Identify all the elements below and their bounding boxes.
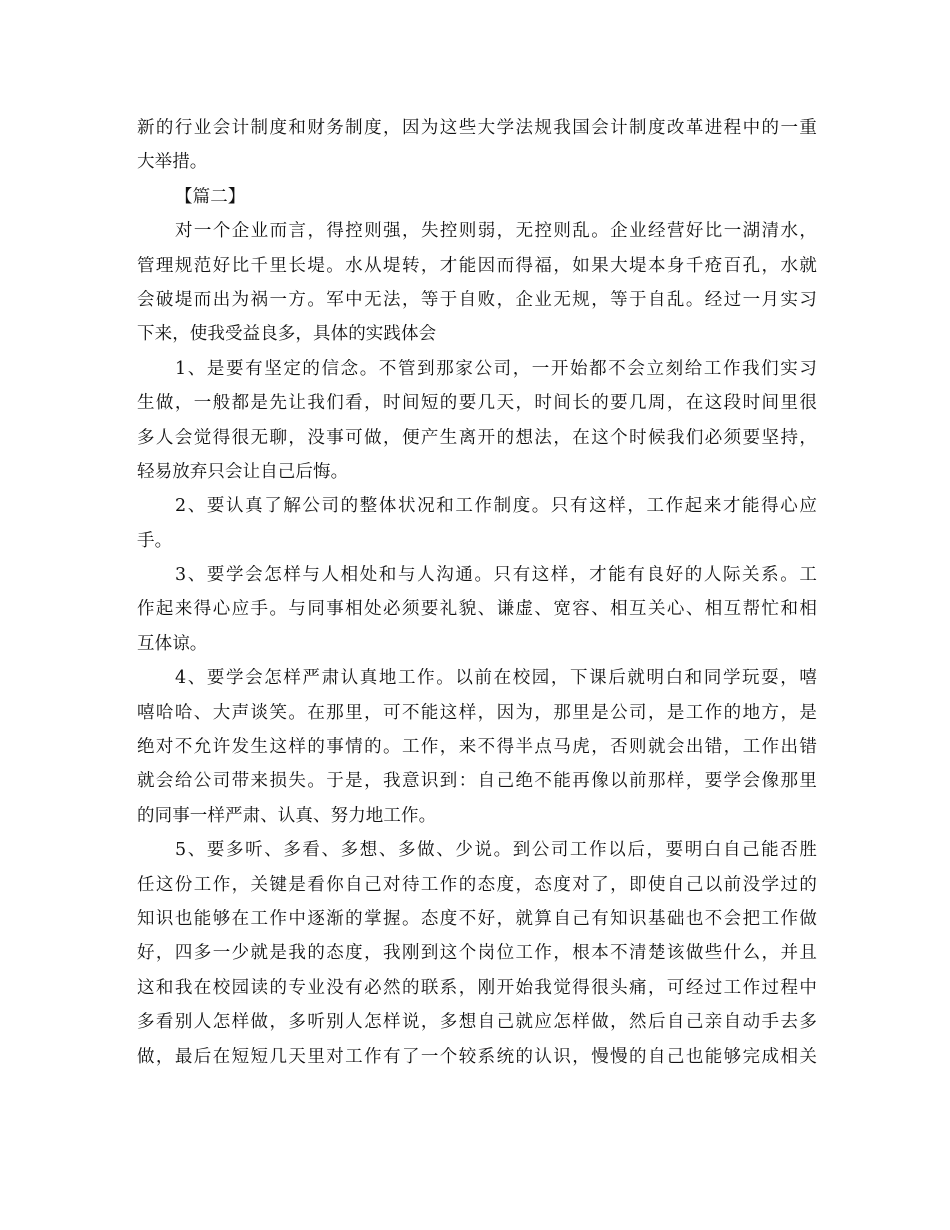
text-line: 手。	[137, 530, 173, 551]
text-line: 会破堤而出为祸一方。军中无法，等于自败，企业无规，等于自乱。经过一月实习	[137, 289, 817, 310]
text-line: 绝对不允许发生这样的事情的。工作，来不得半点马虎，否则就会出错，工作出错	[137, 737, 817, 758]
text-line: 新的行业会计制度和财务制度，因为这些大学法规我国会计制度改革进程中的一重	[137, 118, 817, 138]
text-line: 知识也能够在工作中逐渐的掌握。态度不好，就算自己有知识基础也不会把工作做	[137, 908, 817, 929]
text-line: 大举措。	[137, 152, 208, 173]
text-line: 互体谅。	[137, 633, 208, 654]
document-body	[137, 111, 817, 1074]
text-line: 多人会觉得很无聊，没事可做，便产生离开的想法，在这个时候我们必须要坚持，	[137, 427, 817, 448]
text-line: 1、是要有坚定的信念。不管到那家公司，一开始都不会立刻给工作我们实习	[175, 358, 817, 379]
text-line: 嘻哈哈、大声谈笑。在那里，可不能这样，因为，那里是公司，是工作的地方，是	[137, 702, 817, 723]
text-line: 对一个企业而言，得控则强，失控则弱，无控则乱。企业经营好比一湖清水，	[175, 221, 817, 242]
text-line: 5、要多听、多看、多想、多做、少说。到公司工作以后，要明白自己能否胜	[175, 840, 817, 861]
text-line: 下来，使我受益良多，具体的实践体会	[137, 324, 437, 345]
text-line: 任这份工作，关键是看你自己对待工作的态度，态度对了，即使自己以前没学过的	[137, 874, 817, 895]
text-line: 3、要学会怎样与人相处和与人沟通。只有这样，才能有良好的人际关系。工	[175, 565, 817, 586]
text-line: 【篇二】	[175, 186, 246, 207]
text-line: 生做，一般都是先让我们看，时间短的要几天，时间长的要几周，在这段时间里很	[137, 393, 817, 414]
text-line: 轻易放弃只会让自己后悔。	[137, 461, 349, 482]
text-line: 管理规范好比千里长堤。水从堤转，才能因而得福，如果大堤本身千疮百孔，水就	[137, 255, 817, 276]
text-line: 作起来得心应手。与同事相处必须要礼貌、谦虚、宽容、相互关心、相互帮忙和相	[137, 599, 817, 620]
text-line: 的同事一样严肃、认真、努力地工作。	[137, 805, 437, 826]
text-line: 2、要认真了解公司的整体状况和工作制度。只有这样，工作起来才能得心应	[175, 496, 817, 517]
text-line: 这和我在校园读的专业没有必然的联系，刚开始我觉得很头痛，可经过工作过程中	[137, 977, 817, 998]
text-line: 好，四多一少就是我的态度，我刚到这个岗位工作，根本不清楚该做些什么，并且	[137, 943, 817, 964]
text-line: 4、要学会怎样严肃认真地工作。以前在校园，下课后就明白和同学玩耍，嘻	[175, 668, 817, 689]
text-line: 做，最后在短短几天里对工作有了一个较系统的认识，慢慢的自己也能够完成相关	[137, 1046, 817, 1067]
text-line: 就会给公司带来损失。于是，我意识到：自己绝不能再像以前那样，要学会像那里	[137, 771, 817, 792]
text-line: 多看别人怎样做，多听别人怎样说，多想自己就应怎样做，然后自己亲自动手去多	[137, 1012, 817, 1033]
